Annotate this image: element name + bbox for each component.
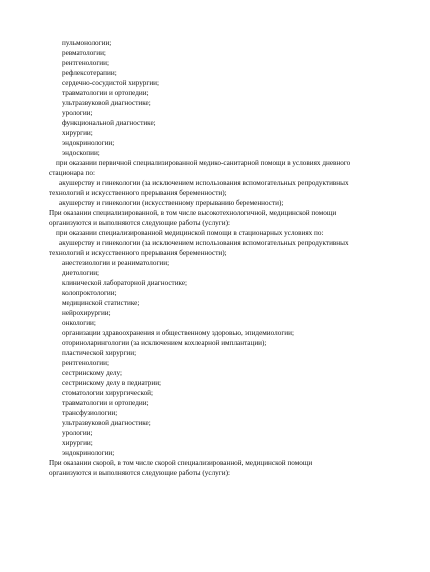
text-line: рефлексотерапии; bbox=[62, 69, 117, 77]
text-line: ультразвуковой диагностике; bbox=[62, 99, 151, 107]
text-line: анестезиологии и реаниматологии; bbox=[62, 259, 170, 267]
text-line: сестринскому делу в педиатрии; bbox=[62, 379, 162, 387]
text-line: нейрохирургии; bbox=[62, 309, 111, 317]
text-line: колопроктологии; bbox=[62, 289, 117, 297]
text-line: диетологии; bbox=[62, 269, 100, 277]
text-line: клинической лабораторной диагностике; bbox=[62, 279, 188, 287]
text-line: технологий и искусственного прерывания беременности); bbox=[49, 249, 227, 257]
text-line: акушерству и гинекологии (за исключением использования вспомогательных репродуктивных bbox=[59, 239, 349, 247]
text-line: стационара по: bbox=[49, 169, 95, 177]
text-line: рентгенологии; bbox=[62, 59, 109, 67]
text-line: урологии; bbox=[62, 109, 93, 117]
text-line: урологии; bbox=[62, 429, 93, 437]
text-line: организуются и выполняются следующие работы (услуги): bbox=[49, 469, 230, 477]
text-line: медицинской статистике; bbox=[62, 299, 140, 307]
text-line: пластической хирургии; bbox=[62, 349, 137, 357]
text-line: ревматологии; bbox=[62, 49, 106, 57]
text-line: При оказании скорой, в том числе скорой специализированной, медицинской помощи bbox=[49, 459, 313, 467]
text-line: При оказании специализированной, в том числе высокотехнологичной, медицинской помощи bbox=[49, 209, 337, 217]
text-line: сестринскому делу; bbox=[62, 369, 122, 377]
text-line: эндокринологии; bbox=[62, 139, 115, 147]
text-line: функциональной диагностике; bbox=[62, 119, 156, 127]
text-line: ультразвуковой диагностике; bbox=[62, 419, 151, 427]
text-line: хирургии; bbox=[62, 129, 93, 137]
text-line: травматологии и ортопедии; bbox=[62, 399, 149, 407]
text-line: при оказании специализированной медицинской помощи в стационарных условиях по: bbox=[56, 229, 324, 237]
text-line: травматологии и ортопедии; bbox=[62, 89, 149, 97]
text-line: сердечно-сосудистой хирургии; bbox=[62, 79, 160, 87]
text-line: онкологии; bbox=[62, 319, 96, 327]
text-line: организации здравоохранения и общественному здоровью, эпидемиологии; bbox=[62, 329, 294, 337]
text-line: пульмонологии; bbox=[62, 39, 112, 47]
text-line: оториноларингологии (за исключением кохлеарной имплантации); bbox=[62, 339, 267, 347]
text-line: организуются и выполняются следующие работы (услуги): bbox=[49, 219, 230, 227]
text-line: акушерству и гинекологии (искусственному прерыванию беременности); bbox=[59, 199, 284, 207]
text-line: стоматологии хирургической; bbox=[62, 389, 154, 397]
text-line: хирургии; bbox=[62, 439, 93, 447]
text-line: рентгенологии; bbox=[62, 359, 109, 367]
text-line: технологий и искусственного прерывания беременности); bbox=[49, 189, 227, 197]
text-line: трансфузиологии; bbox=[62, 409, 118, 417]
text-line: эндокринологии; bbox=[62, 449, 115, 457]
text-line: эндоскопии; bbox=[62, 149, 100, 157]
text-line: акушерству и гинекологии (за исключением использования вспомогательных репродуктивных bbox=[59, 179, 349, 187]
text-line: при оказании первичной специализированной медико-санитарной помощи в условиях дневного bbox=[56, 159, 351, 167]
